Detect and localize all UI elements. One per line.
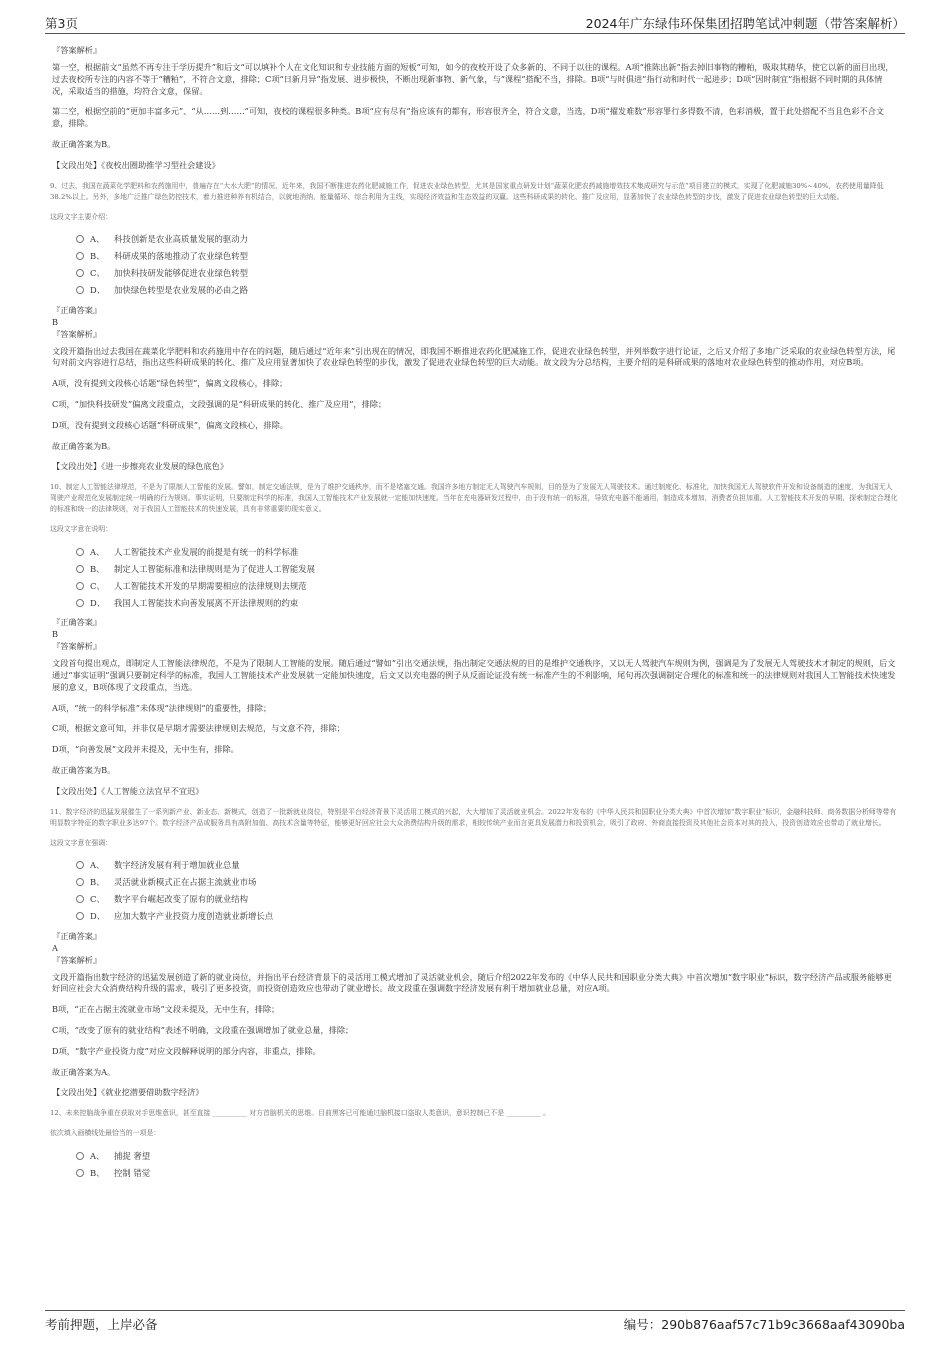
question-block — [52, 807, 898, 1100]
correct-answer-tag: 『正确答案』 — [52, 930, 102, 941]
option-d[interactable]: D、 我国人工智能技术向善发展离不开法律规则的约束 — [76, 594, 898, 611]
source-citation: 【文段出处】《进一步擦亮农业发展的绿色底色》 — [52, 461, 229, 472]
analysis-paragraph: 文段首句提出观点，即制定人工智能法律规范，不是为了限制人工智能的发展。随后通过“譬如”引出交通法规，指出制定交通法规的目的是维护交通秩序，又以无人驾驶汽车规则为例，强调是为了发展无人驾驶技术才制定的规则，后文通过“事实证明”强调只要制定科学的标准，我国人工智能技术产业发展就一定能加快速度，后文又以充电器的例子从反面论证没有统一标准产生的不利影响，尾句再次强调制定合理化的标准和统一的法律规则对我国人工智能技术快速发展的意义，B项体现了文段重点，当选。 — [52, 658, 896, 692]
question-block — [52, 1108, 898, 1181]
radio-icon[interactable] — [76, 912, 84, 920]
question-prompt: 这段文字意在强调： — [50, 838, 113, 847]
option-list — [76, 857, 898, 925]
source-citation: 【文段出处】《就业挖潜要借助数字经济》 — [52, 1087, 204, 1098]
analysis-tag: 『答案解析』 — [52, 954, 102, 965]
option-a[interactable]: A、 捕捉 奢望 — [76, 1147, 898, 1164]
radio-icon[interactable] — [76, 861, 84, 869]
question-prompt: 依次填入画横线处最恰当的一项是： — [50, 1129, 161, 1138]
question-block — [52, 181, 898, 474]
analysis-paragraph: C项，“改变了原有的就业结构”表述不明确，文段重在强调增加了就业总量，排除； — [52, 1024, 354, 1035]
question-stem: 10、制定人工智能法律规范，不是为了限制人工智能的发展。譬如，制定交通法规，是为了维护交通秩序，而不是堵塞交通。我国许多地方制定无人驾驶汽车规则，目的是为了发展无人驾驶技术。通过制度化、标准化，加快我国无人驾驶软件开发和设备制造的速度，为我国无人驾驶产业规范化发展制定统一明确的行为规则。事实证明，只要制定科学的标准，我国人工智能技术产业发展就一定能加快速度。当年在充电器研发过程中，由于没有统一的标准，导致充电器不能通用，制造成本增加，消费者负担加重。人工智能技术开发的早期，探索制定合理化的标准和统一的法律规则，对于我国人工智能技术的快速发展，具有非常重要的现实意义。 — [50, 483, 898, 514]
option-a[interactable]: A、 科技创新是农业高质量发展的驱动力 — [76, 231, 898, 248]
analysis-paragraph: 文段开篇指出过去我国在蔬菜化学肥料和农药施用中存在的问题，随后通过“近年来”引出现在的情况，即我国不断推进农药化肥减施工作，促进农业绿色转型，并列举数字进行论证，之后又介绍了多地广泛采取的农业绿色转型方法，尾句对前文内容进行总结，指出这些科研成果的转化、推广及应用显著加快了农业绿色转型的步伐，激发了促进农业绿色转型的巨大动能。故文段为分总结构，主要介绍的是科研成果的落地对农业绿色转型的推动作用，对应B项。 — [52, 345, 896, 368]
radio-icon[interactable] — [76, 895, 84, 903]
radio-icon[interactable] — [76, 582, 84, 590]
radio-icon[interactable] — [76, 1152, 84, 1160]
analysis-paragraph: D项，“数字产业投资力度”对应文段解释说明的部分内容，非重点，排除。 — [52, 1045, 321, 1056]
option-b[interactable]: B、 科研成果的落地推动了农业绿色转型 — [76, 248, 898, 265]
radio-icon[interactable] — [76, 286, 84, 294]
analysis-paragraph: 文段开篇指出数字经济的迅猛发展创造了新的就业岗位，并指出平台经济背景下的灵活用工模式增加了灵活就业机会，随后介绍2022年发布的《中华人民共和国职业分类大典》中首次增加“数字职业”标识，数字经济产品或服务能够更好回应社会大众消费结构升级的需求，吸引了更多投资，而投资创造效应也带动了就业增长。故文段重在强调数字经济发展有利于增加就业总量，对应A项。 — [52, 971, 892, 994]
page-footer — [45, 1310, 905, 1330]
radio-icon[interactable] — [76, 548, 84, 556]
option-c[interactable]: C、 加快科技研发能够促进农业绿色转型 — [76, 265, 898, 282]
analysis-tag: 『答案解析』 — [52, 45, 102, 55]
analysis-paragraph: A项，没有提到文段核心话题“绿色转型”，偏离文段核心，排除； — [52, 378, 288, 389]
correct-answer-tag: 『正确答案』 — [52, 617, 102, 628]
option-a[interactable]: A、 数字经济发展有利于增加就业总量 — [76, 857, 898, 874]
analysis-tag: 『答案解析』 — [52, 641, 102, 652]
question-prompt: 这段文字主要介绍： — [50, 212, 113, 221]
option-b[interactable]: B、 制定人工智能标准和法律规则是为了促进人工智能发展 — [76, 560, 898, 577]
question-stem: 11、数字经济的迅猛发展催生了一系列新产业、新业态、新模式，创造了一批新就业岗位，特别是平台经济背景下灵活用工模式的兴起，大大增加了灵活就业机会。2022年发布的《中华人民共和国职业分类大典》中首次增加“数字职业”标识，金融科技师、商务数据分析师等带有明显数字特征的数字职业多达97个。数字经济产品或服务具有高附加值、高技术含量等特征，能够更好回应社会大众消费结构升级的需求，相较传统产业而言更具发展潜力和投资机会，吸引了政府、外商直接投资及其他社会资本对其的投入，投资创造效应也带动了就业增长。 — [50, 807, 897, 827]
option-a[interactable]: A、 人工智能技术产业发展的前提是有统一的科学标准 — [76, 543, 898, 560]
option-c[interactable]: C、 数字平台崛起改变了原有的就业结构 — [76, 891, 898, 908]
radio-icon[interactable] — [76, 878, 84, 886]
analysis-paragraph: 第二空，根据空前的“更加丰富多元”、“从……到……”可知，夜校的课程很多种类。B项“应有尽有”指应该有的都有，形容很齐全，符合文意，当选，D项“擢发难数”形容罪行多得数不清，色彩消极，置于此处搭配不当且色彩不合文意，排除。 — [52, 106, 885, 129]
conclusion-text: 故正确答案为B。 — [52, 764, 116, 775]
page-content — [52, 44, 898, 1186]
analysis-paragraph: C项，“加快科技研发”偏离文段重点，文段强调的是“科研成果的转化、推广及应用”，排除； — [52, 398, 387, 409]
question-block — [52, 482, 898, 797]
conclusion-text: 故正确答案为B。 — [52, 138, 116, 149]
question-prompt: 这段文字意在说明： — [50, 525, 113, 534]
correct-answer: B — [52, 316, 59, 327]
analysis-paragraph: D项，没有提到文段核心话题“科研成果”，偏离文段核心，排除。 — [52, 419, 288, 430]
radio-icon[interactable] — [76, 599, 84, 607]
document-id: 编号：290b876aaf57c71b9c3668aaf43090ba — [623, 1317, 905, 1332]
source-citation: 【文段出处】《人工智能立法宜早不宜迟》 — [52, 785, 204, 796]
question-stem: 9、过去，我国在蔬菜化学肥料和农药施用中，普遍存在“大水大肥”的情况，近年来，我国不断推进农药化肥减施工作，促进农业绿色转型，尤其是国家重点研发计划“蔬菜化肥农药减施增效技术集成研究与示范”项目建立的模式，实现了化肥减施30%~40%，农药使用量降低38.2%以上。另外，多地广泛推广绿色防控技术，着力推进种养有机结合，以就地消纳、能量循环、综合利用为主线，实现经济效益和生态效益的双赢。这些科研成果的转化、推广及应用，显著加快了农业绿色转型的步伐，激发了促进农业绿色转型的巨大动能。 — [50, 181, 884, 201]
option-list — [76, 231, 898, 299]
option-list — [76, 543, 898, 611]
analysis-paragraph: B项，“正在占据主流就业市场”文段未提及，无中生有，排除； — [52, 1004, 280, 1015]
document-title: 2024年广东绿伟环保集团招聘笔试冲刺题（带答案解析） — [585, 16, 905, 31]
option-d[interactable]: D、 加快绿色转型是农业发展的必由之路 — [76, 282, 898, 299]
analysis-paragraph: C项，根据文意可知，并非仅是早期才需要法律规则去规范，与文意不符，排除； — [52, 723, 345, 734]
question-stem: 12、未来控脑战争重在获取对手思维意识，甚至直接 __________ 对方首脑机关的思维。目前黑客已可能通过脑机接口盗取人类意识，意识控制已不是 __________ 。 — [50, 1109, 550, 1118]
option-c[interactable]: C、 人工智能技术开发的早期需要相应的法律规则去规范 — [76, 577, 898, 594]
option-d[interactable]: D、 应加大数字产业投资力度创造就业新增长点 — [76, 908, 898, 925]
page-number: 第3页 — [45, 16, 78, 31]
option-b[interactable]: B、 控制 错觉 — [76, 1164, 898, 1181]
analysis-paragraph: D项，“向善发展”文段并未提及，无中生有，排除。 — [52, 744, 239, 755]
correct-answer-tag: 『正确答案』 — [52, 304, 102, 315]
analysis-paragraph: A项，“统一的科学标准”未体现“法律规则”的重要性，排除； — [52, 702, 272, 713]
option-list — [76, 1147, 898, 1181]
analysis-paragraph: 第一空，根据前文“虽然不再专注于学历提升”和后文“可以填补个人在文化知识和专业技能方面的短板”可知，如今的夜校开设了众多新的、不同于以往的课程。A项“推陈出新”指去掉旧事物的糟粕，吸取其精华，使它以新的面目出现，过去夜校所专注的内容不等于“糟粕”，不符合文意，排除；C项“日新月异”指发展、进步极快，不断出现新事物、新气象，与“课程”搭配不当，排除。B项“与时俱进”指行动和时代一起进步；D项“因时制宜”指根据不同时期的具体情况，采取适当的措施，均符合文意，保留。 — [52, 62, 894, 96]
radio-icon[interactable] — [76, 269, 84, 277]
radio-icon[interactable] — [76, 565, 84, 573]
source-citation: 【文段出处】《夜校出圈助推学习型社会建设》 — [52, 159, 220, 170]
radio-icon[interactable] — [76, 1169, 84, 1177]
correct-answer: A — [52, 942, 58, 953]
footer-slogan: 考前押题，上岸必备 — [45, 1317, 158, 1332]
radio-icon[interactable] — [76, 252, 84, 260]
option-b[interactable]: B、 灵活就业新模式正在占据主流就业市场 — [76, 874, 898, 891]
conclusion-text: 故正确答案为A。 — [52, 1066, 116, 1077]
radio-icon[interactable] — [76, 235, 84, 243]
analysis-tag: 『答案解析』 — [52, 328, 102, 339]
correct-answer: B — [52, 629, 59, 640]
conclusion-text: 故正确答案为B。 — [52, 440, 116, 451]
page-header — [45, 14, 905, 34]
